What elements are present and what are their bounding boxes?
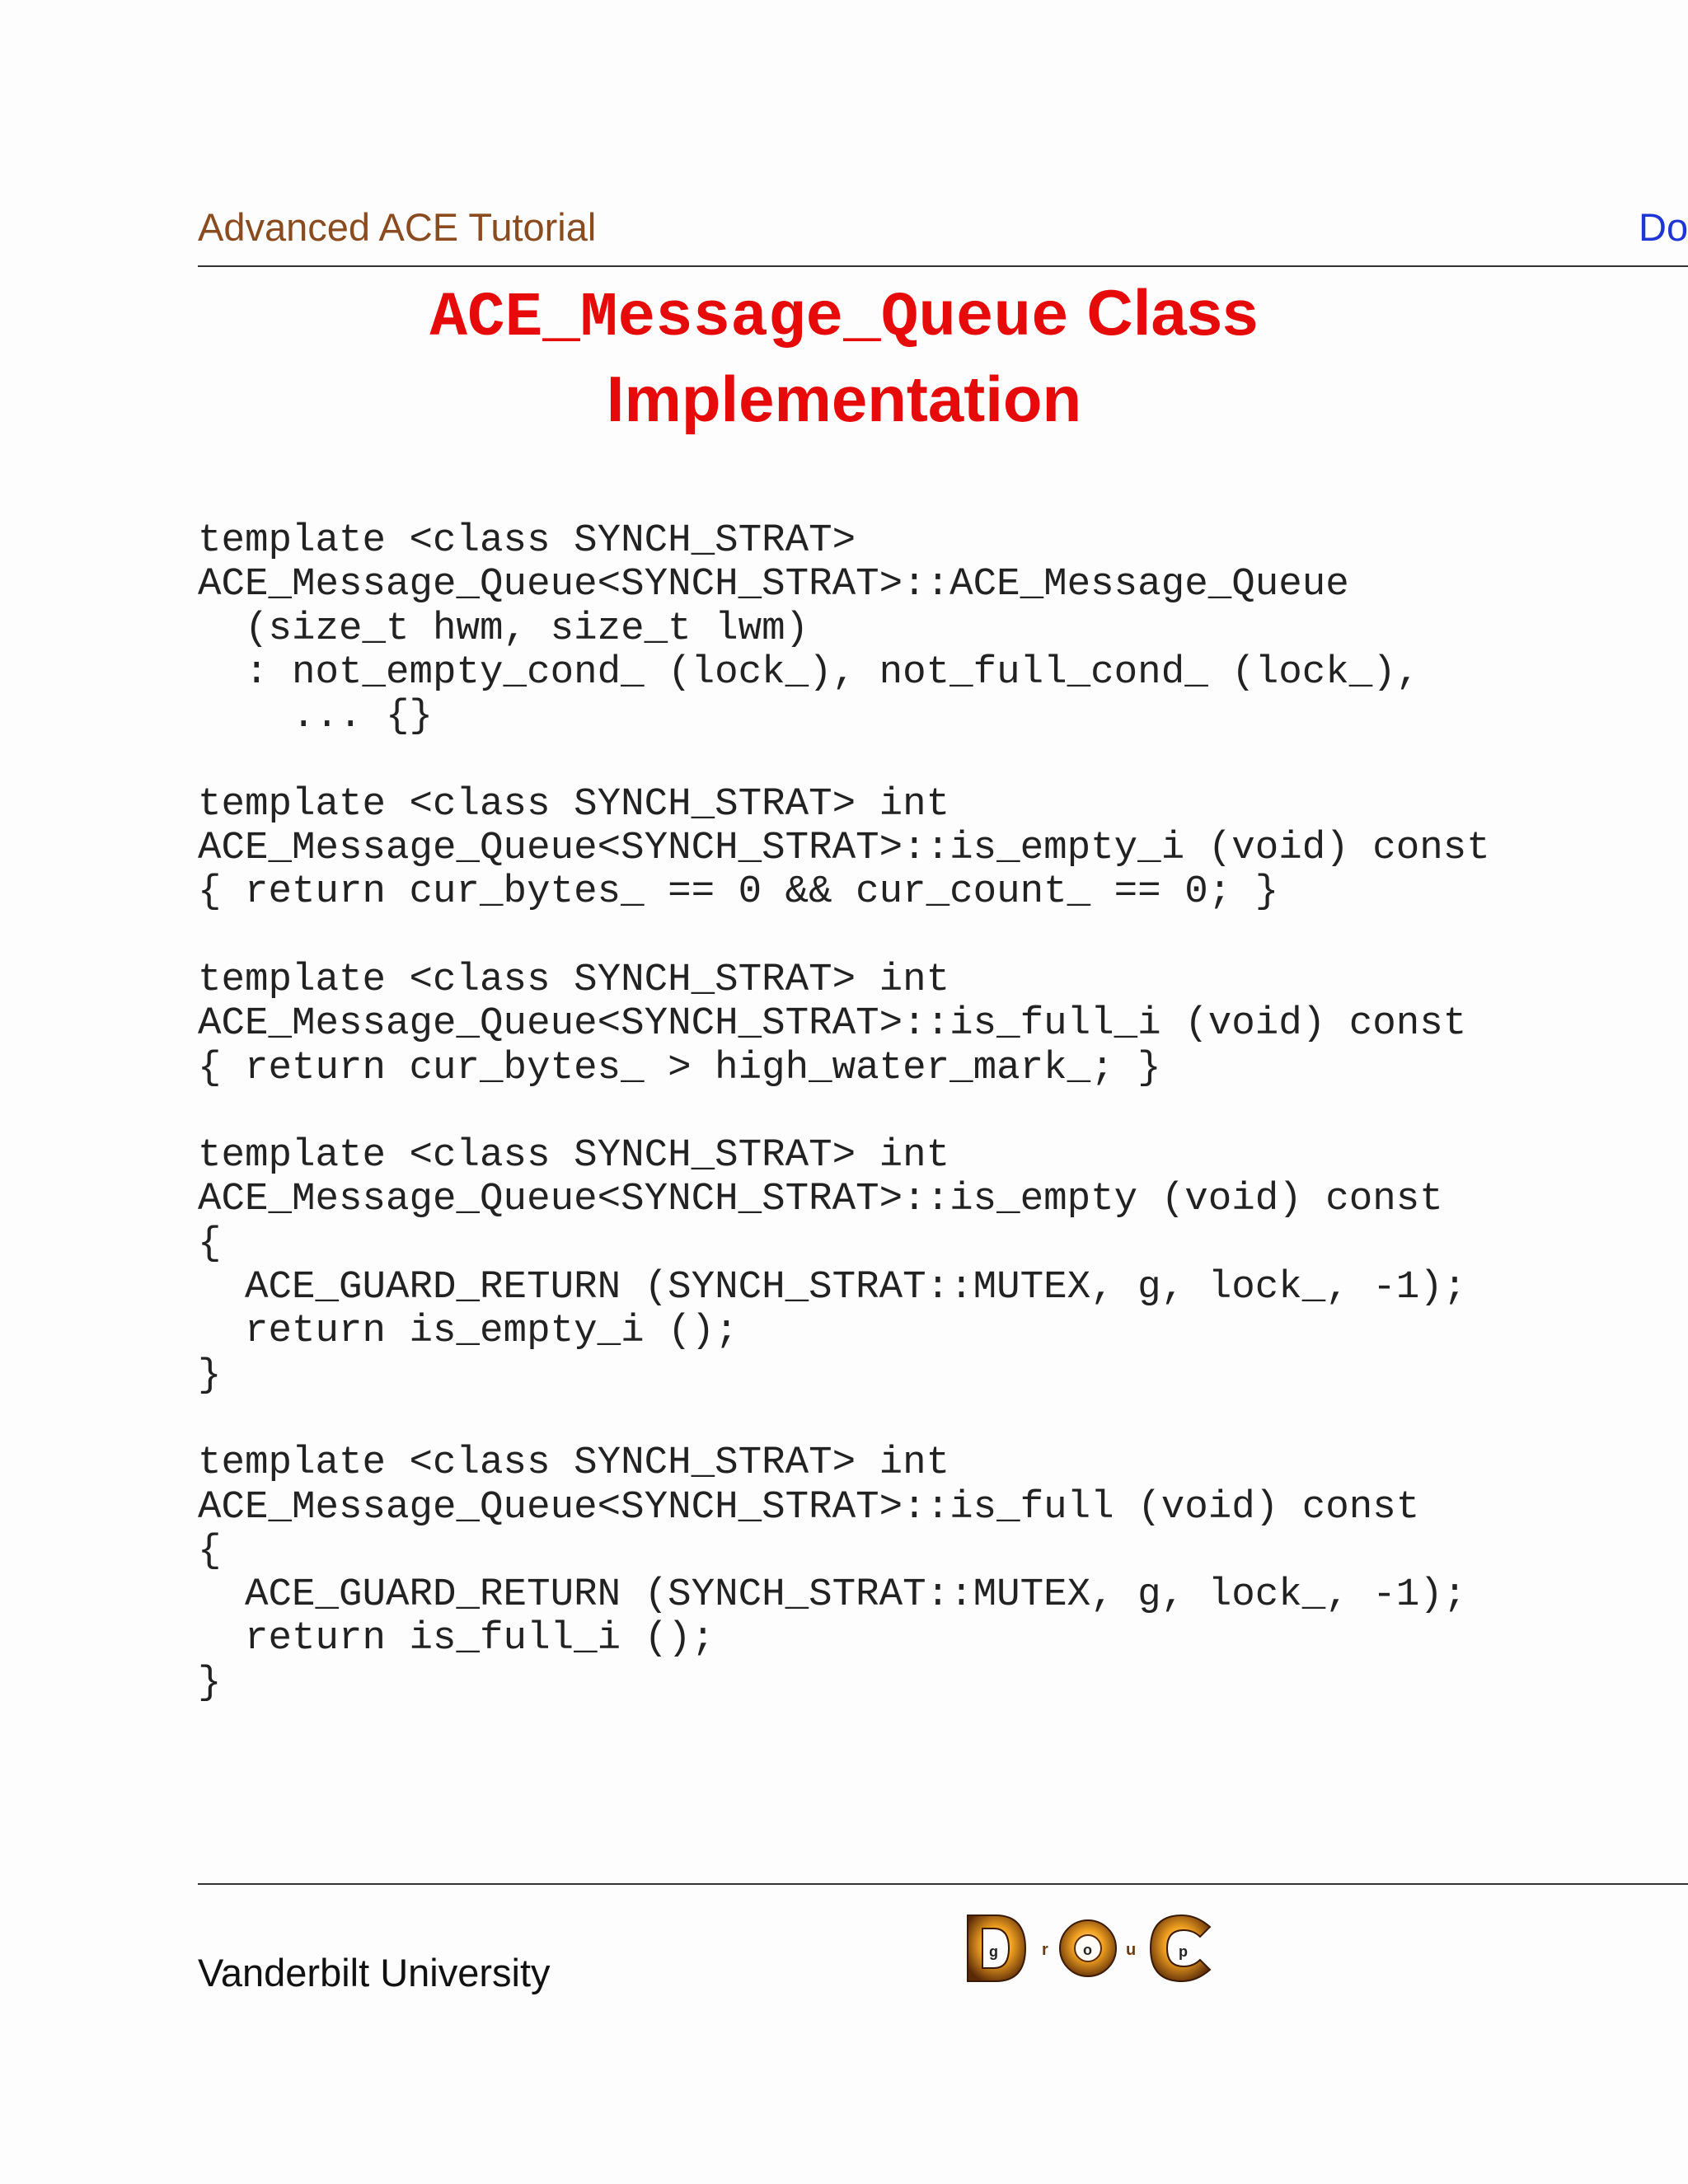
svg-text:r: r: [1042, 1941, 1048, 1959]
doc-group-logo: [963, 1910, 1225, 1986]
footer-rule: [198, 1883, 1688, 1885]
running-head-section-link[interactable]: Do: [1639, 208, 1688, 246]
title-code-part: ACE_Message_Queue: [429, 283, 1069, 354]
footer-institution: Vanderbilt University: [198, 1951, 551, 1994]
code-listing: template <class SYNCH_STRAT> ACE_Message_Queue<SYNCH_STRAT>::ACE_Message_Queue (size_t hwm, size_t lwm) : not_empty_cond_ (lock_), not_full_cond_ (lock_), ... {} template <class SYNCH_STRAT> int ACE_Message_Queue<SYNCH_STRAT>::is_empty_i (void) const { return cur_bytes_ == 0 && cur_count_ == 0; } template <class SYNCH_STRAT> int ACE_Message_Queue<SYNCH_STRAT>::is_full_i (void) const { return cur_bytes_ > high_water_mark_; } template <class SYNCH_STRAT> int ACE_Message_Queue<SYNCH_STRAT>::is_empty (void) const { ACE_GUARD_RETURN (SYNCH_STRAT::MUTEX, g, lock_, -1); return is_empty_i (); } template <class SYNCH_STRAT> int ACE_Message_Queue<SYNCH_STRAT>::is_full (void) const { ACE_GUARD_RETURN (SYNCH_STRAT::MUTEX, g, lock_, -1); return is_full_i (); }: [198, 518, 1490, 1705]
slide-title: [0, 272, 1688, 439]
title-line-2: Implementation: [606, 363, 1082, 435]
svg-text:p: p: [1179, 1943, 1188, 1960]
title-word-part: Class: [1086, 276, 1259, 349]
header-rule: [198, 265, 1688, 267]
svg-text:o: o: [1083, 1942, 1092, 1958]
title-line-1: [0, 272, 1688, 359]
svg-text:g: g: [989, 1943, 998, 1960]
svg-text:u: u: [1126, 1941, 1137, 1959]
running-head-title: Advanced ACE Tutorial: [198, 205, 597, 249]
